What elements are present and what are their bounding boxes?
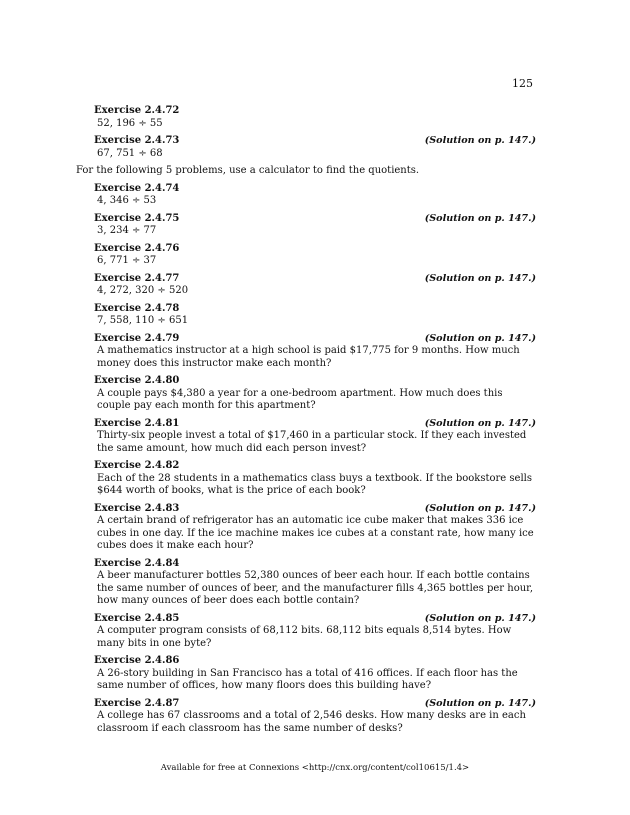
exercise-title: Exercise 2.4.74 (94, 182, 180, 194)
exercise-header (94, 273, 536, 286)
exercise-title: Exercise 2.4.85 (94, 612, 180, 624)
exercise-item (76, 243, 536, 268)
exercise-problem: Each of the 28 students in a mathematics class buys a textbook. If the bookstore sells $644 worth of books, what is the price of each book? (97, 472, 532, 496)
solution-link[interactable]: (Solution on p. 147.) (424, 135, 536, 146)
solution-link[interactable]: (Solution on p. 147.) (424, 272, 536, 284)
exercise-title: Exercise 2.4.76 (94, 242, 180, 254)
exercise-list (76, 183, 536, 736)
exercise-header (94, 655, 536, 668)
exercise-item (76, 698, 536, 736)
exercise-item (76, 375, 536, 413)
exercise-title: Exercise 2.4.82 (94, 460, 180, 471)
exercise-item (76, 460, 536, 498)
exercise-title: Exercise 2.4.84 (94, 557, 180, 569)
solution-link[interactable]: (Solution on p. 147.) (424, 212, 536, 224)
exercise-title: Exercise 2.4.79 (94, 332, 180, 344)
exercise-item (76, 213, 536, 238)
exercise-title: Exercise 2.4.78 (94, 302, 180, 314)
exercise-item (76, 183, 536, 208)
exercise-title: Exercise 2.4.77 (94, 272, 180, 284)
solution-link[interactable]: (Solution on p. 147.) (424, 697, 536, 709)
page-footer: Available for free at Connexions <http://cnx.org/content/col10615/1.4> (160, 763, 470, 773)
exercise-title: Exercise 2.4.81 (94, 417, 180, 429)
exercise-header (94, 183, 536, 196)
exercise-header (94, 243, 536, 256)
exercise-header (94, 698, 536, 711)
exercise-problem: 3, 234 ÷ 77 (97, 225, 157, 236)
page-content (76, 105, 536, 740)
exercise-header (94, 105, 536, 118)
exercise-item (76, 418, 536, 456)
exercise-title: Exercise 2.4.75 (94, 212, 180, 224)
exercise-header (94, 135, 536, 148)
exercise-problem: A computer program consists of 68,112 bits. 68,112 bits equals 8,514 bytes. How many bits in one byte? (97, 625, 512, 649)
exercise-header (94, 460, 536, 473)
exercise-list-top (76, 105, 536, 160)
solution-link[interactable]: (Solution on p. 147.) (424, 502, 536, 514)
exercise-problem: A college has 67 classrooms and a total of 2,546 desks. How many desks are in each classroom if each classroom has the same number of desks? (97, 710, 526, 734)
exercise-problem: A certain brand of refrigerator has an automatic ice cube maker that makes 336 ice cubes in one day. If the ice machine makes ice cubes at a constant rate, how many ice cubes does it make each hour? (97, 515, 534, 551)
exercise-item (76, 558, 536, 608)
exercise-item (76, 273, 536, 298)
instruction-text: For the following 5 problems, use a calculator to find the quotients. (76, 165, 420, 176)
exercise-item (76, 135, 536, 160)
exercise-title: Exercise 2.4.87 (94, 697, 180, 709)
exercise-header (94, 503, 536, 516)
exercise-problem: 6, 771 ÷ 37 (97, 255, 157, 266)
exercise-header (94, 303, 536, 316)
exercise-item (76, 613, 536, 651)
exercise-title: Exercise 2.4.86 (94, 655, 180, 666)
exercise-problem: 7, 558, 110 ÷ 651 (97, 315, 189, 326)
exercise-item (76, 655, 536, 693)
exercise-header (94, 375, 536, 388)
exercise-title: Exercise 2.4.72 (94, 105, 180, 116)
exercise-item (76, 105, 536, 130)
exercise-header (94, 418, 536, 431)
exercise-item (76, 303, 536, 328)
exercise-header (94, 558, 536, 571)
exercise-title: Exercise 2.4.73 (94, 135, 180, 146)
solution-link[interactable]: (Solution on p. 147.) (424, 612, 536, 624)
exercise-problem: 67, 751 ÷ 68 (97, 147, 163, 159)
exercise-header (94, 613, 536, 626)
exercise-title: Exercise 2.4.83 (94, 502, 180, 514)
exercise-problem: Thirty-six people invest a total of $17,460 in a particular stock. If they each invested the same amount, how much did each person invest? (97, 430, 527, 454)
exercise-item (76, 333, 536, 371)
exercise-problem: 4, 346 ÷ 53 (97, 195, 157, 206)
exercise-title: Exercise 2.4.80 (94, 375, 180, 386)
exercise-problem: 4, 272, 320 ÷ 520 (97, 285, 189, 296)
exercise-problem: A mathematics instructor at a high school is paid $17,775 for 9 months. How much money does this instructor make each month? (97, 345, 520, 369)
solution-link[interactable]: (Solution on p. 147.) (424, 417, 536, 429)
exercise-item (76, 503, 536, 553)
solution-link[interactable]: (Solution on p. 147.) (424, 332, 536, 344)
exercise-header (94, 333, 536, 346)
exercise-problem: A couple pays $4,380 a year for a one-bedroom apartment. How much does this couple pay each month for this apartment? (97, 387, 503, 411)
exercise-problem: 52, 196 ÷ 55 (97, 117, 163, 129)
page-number: 125 (512, 77, 533, 90)
exercise-problem: A beer manufacturer bottles 52,380 ounces of beer each hour. If each bottle contains the same number of ounces of beer, and the manufacturer fills 4,365 bottles per hour, how many ounces of beer does each bottle contain? (97, 570, 534, 606)
exercise-header (94, 213, 536, 226)
exercise-problem: A 26-story building in San Francisco has a total of 416 offices. If each floor has the same number of offices, how many floors does this building have? (97, 667, 518, 691)
